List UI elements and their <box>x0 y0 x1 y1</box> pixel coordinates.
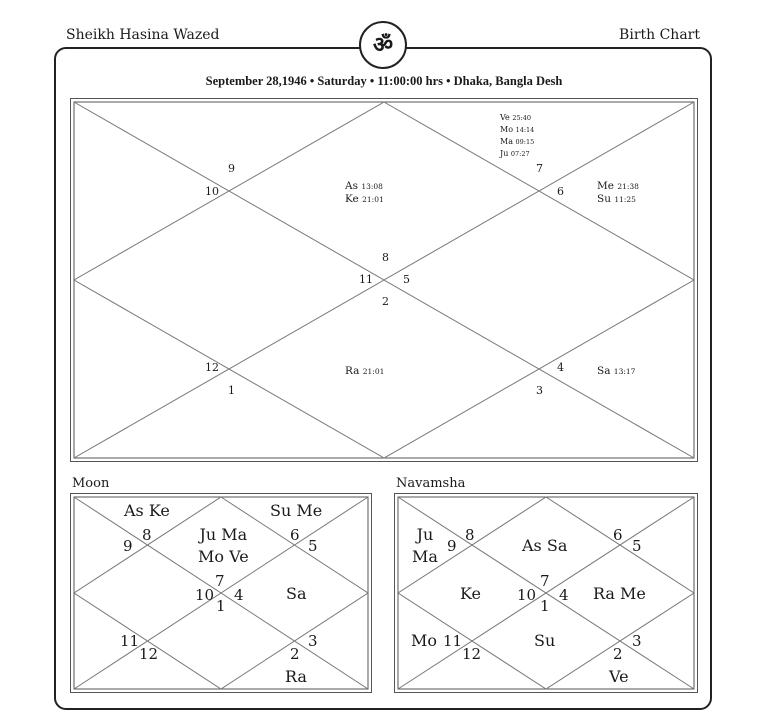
rasi-number: 10 <box>517 586 537 604</box>
rasi-number: 9 <box>228 162 235 175</box>
planets-left: Ke <box>460 584 481 603</box>
rasi-number: 7 <box>215 572 225 590</box>
planets-top-center: As Sa <box>522 536 568 555</box>
main-chart-grid <box>70 98 698 462</box>
planet-group-top-right <box>500 112 534 160</box>
planet-group-right-lower <box>597 365 635 378</box>
rasi-number: 4 <box>557 361 564 374</box>
planet-entry: Sa 13:17 <box>597 365 636 377</box>
planets-bottom-center: Su <box>534 631 556 650</box>
om-icon: ॐ <box>359 21 407 69</box>
moon-chart-title: Moon <box>72 476 110 491</box>
rasi-number: 2 <box>613 645 623 663</box>
rasi-number: 11 <box>443 632 463 650</box>
planet-entry: Mo 14:14 <box>500 125 535 134</box>
planets-right: Ra Me <box>593 584 646 603</box>
planets-bottom-right: Ve <box>609 667 629 686</box>
planets-top-left: As Ke <box>124 501 170 520</box>
planets-left-upper: Ju Ma <box>412 525 438 566</box>
rasi-number: 2 <box>382 295 389 308</box>
planets-top-right: Su Me <box>270 501 323 520</box>
moon-chart-grid <box>70 493 372 693</box>
rasi-number: 7 <box>540 572 550 590</box>
planet-group-top-center <box>345 180 384 206</box>
rasi-number: 11 <box>359 273 373 286</box>
rasi-number: 3 <box>308 632 318 650</box>
planet-entry: Ke 21:01 <box>345 193 384 205</box>
rasi-number: 6 <box>613 526 623 544</box>
planet-entry: Ju 07:27 <box>500 149 530 158</box>
rasi-number: 4 <box>234 586 244 604</box>
navamsha-chart <box>394 493 698 693</box>
planets-bottom-right: Ra <box>285 667 307 686</box>
rasi-number: 3 <box>632 632 642 650</box>
planet-entry: Su 11:25 <box>597 193 636 205</box>
rasi-number: 7 <box>536 162 543 175</box>
rasi-number: 2 <box>290 645 300 663</box>
planet-group-bottom-center <box>345 365 384 378</box>
planet-entry: Ve 25:40 <box>500 113 532 122</box>
planet-entry: Me 21:38 <box>597 180 639 192</box>
planet-entry: As 13:08 <box>345 180 383 192</box>
rasi-number: 6 <box>557 185 564 198</box>
rasi-number: 12 <box>139 645 159 663</box>
navamsha-chart-title: Navamsha <box>396 476 466 491</box>
rasi-number: 6 <box>290 526 300 544</box>
rasi-number: 1 <box>228 384 235 397</box>
rasi-number: 11 <box>120 632 140 650</box>
rasi-number: 12 <box>462 645 482 663</box>
rasi-number: 4 <box>559 586 569 604</box>
rasi-number: 1 <box>540 597 550 615</box>
rasi-number: 9 <box>447 537 457 555</box>
rasi-number: 5 <box>308 537 318 555</box>
planet-group-right-upper <box>597 180 639 206</box>
moon-chart <box>70 493 372 693</box>
planets-right: Sa <box>286 584 307 603</box>
rasi-number: 8 <box>142 526 152 544</box>
rasi-number: 10 <box>205 185 219 198</box>
birth-details: September 28,1946 • Saturday • 11:00:00 hrs • Dhaka, Bangla Desh <box>205 74 563 88</box>
rasi-number: 8 <box>465 526 475 544</box>
planets-left-lower: Mo <box>411 631 438 650</box>
planet-entry: Ma 09:15 <box>500 137 535 146</box>
rasi-number: 3 <box>536 384 543 397</box>
rasi-number: 5 <box>632 537 642 555</box>
rasi-number: 5 <box>403 273 410 286</box>
person-name: Sheikh Hasina Wazed <box>66 27 220 43</box>
rasi-number: 10 <box>195 586 215 604</box>
rasi-number: 8 <box>382 251 389 264</box>
navamsha-chart-grid <box>394 493 698 693</box>
chart-type-label: Birth Chart <box>619 27 700 43</box>
planet-entry: Ra 21:01 <box>345 365 385 377</box>
rasi-number: 9 <box>123 537 133 555</box>
rasi-number: 12 <box>205 361 219 374</box>
rasi-number: 1 <box>216 597 226 615</box>
planets-center: Ju Ma Mo Ve <box>198 525 249 566</box>
main-chart <box>70 98 698 462</box>
